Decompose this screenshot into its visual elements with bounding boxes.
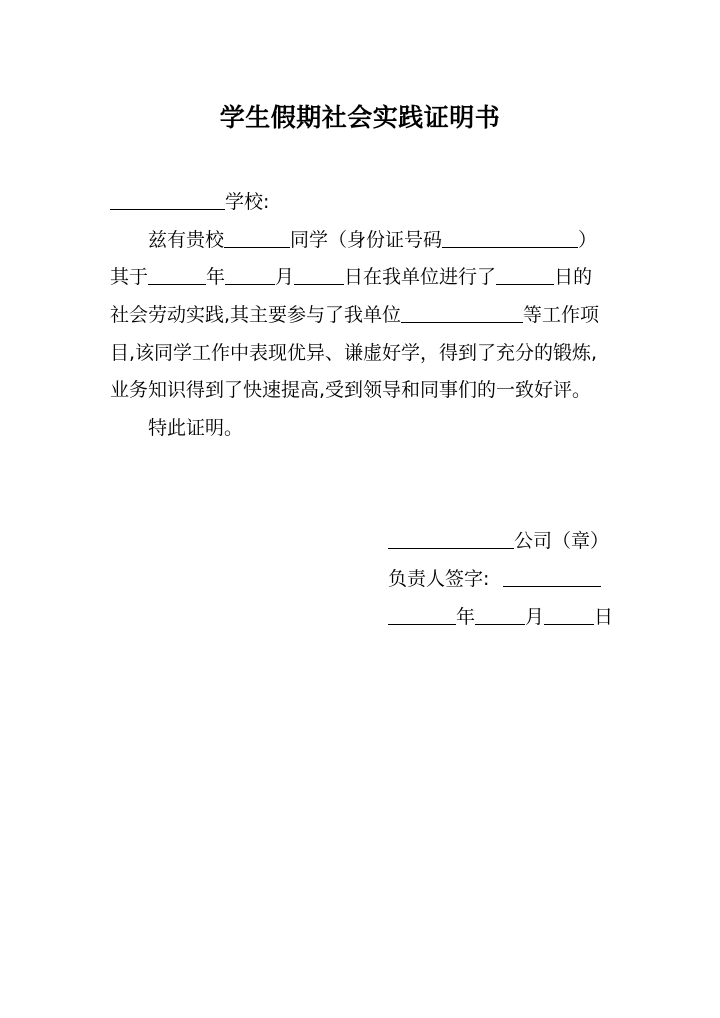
company-line — [388, 522, 609, 560]
id-number-blank[interactable] — [442, 223, 578, 248]
company-name-blank[interactable] — [388, 524, 514, 549]
responsible-label: 负责人签字: — [388, 568, 490, 590]
student-name-blank[interactable] — [224, 223, 290, 248]
year-label: 年 — [456, 606, 476, 628]
month-label: 月 — [525, 606, 545, 628]
body-line-5: 业务知识得到了快速提高,受到领导和同事们的一致好评。 — [110, 379, 592, 401]
body-line-2 — [110, 258, 592, 296]
body-line-1 — [148, 221, 597, 259]
responsible-line — [388, 560, 601, 598]
body-text: 社会劳动实践,其主要参与了我单位 — [110, 304, 402, 326]
day-blank[interactable] — [294, 260, 344, 285]
body-text: 年 — [206, 266, 226, 288]
body-text: 日在我单位进行了 — [344, 266, 497, 288]
day-label: 日 — [594, 606, 614, 628]
signature-blank[interactable] — [503, 562, 601, 587]
year-blank[interactable] — [148, 260, 206, 285]
school-suffix: 学校: — [225, 191, 270, 213]
project-blank[interactable] — [401, 298, 523, 323]
body-text: ） — [578, 229, 598, 251]
body-text: 其于 — [110, 266, 149, 288]
sign-day-blank[interactable] — [544, 600, 594, 625]
body-text: 兹有贵校 — [148, 229, 225, 251]
school-line — [110, 183, 269, 221]
closing-text: 特此证明。 — [148, 417, 244, 439]
company-label: 公司（章） — [514, 530, 610, 552]
duration-blank[interactable] — [496, 260, 554, 285]
body-text: 同学（身份证号码 — [290, 229, 443, 251]
date-line — [388, 598, 613, 636]
body-text: 日的 — [554, 266, 593, 288]
body-text: 月 — [275, 266, 295, 288]
school-name-blank[interactable] — [110, 185, 225, 210]
document-title: 学生假期社会实践证明书 — [219, 103, 501, 132]
sign-year-blank[interactable] — [388, 600, 456, 625]
sign-month-blank[interactable] — [475, 600, 525, 625]
body-line-4: 目,该同学工作中表现优异、谦虚好学，得到了充分的锻炼, — [110, 342, 598, 364]
body-text: 等工作项 — [523, 304, 600, 326]
month-blank[interactable] — [225, 260, 275, 285]
body-line-3 — [110, 296, 599, 334]
